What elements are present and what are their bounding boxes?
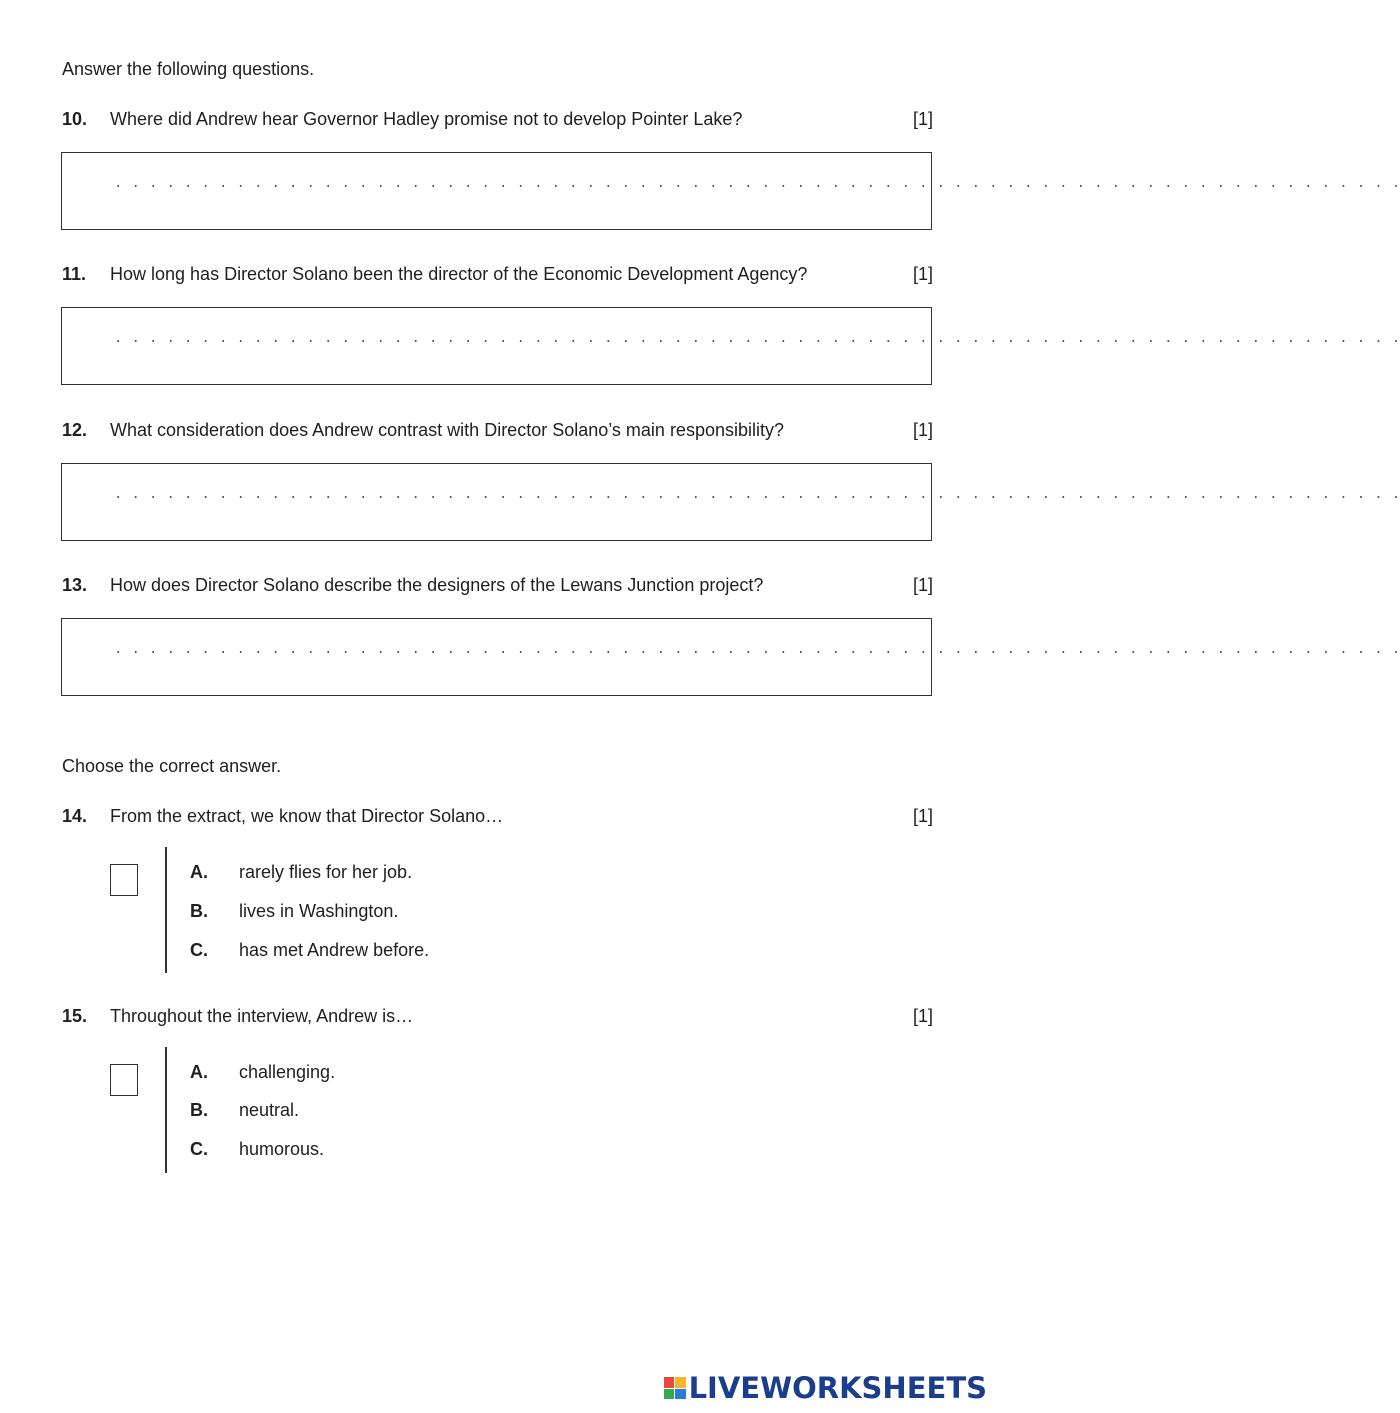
instruction-text: Answer the following questions. <box>62 59 315 79</box>
question-number: 14. <box>62 806 88 826</box>
question-mark: [1] <box>912 109 933 129</box>
answer-dots: . . . . . . . . . . . . . . . . . . . . . . . . . . . . . . . . . . . . . . . . . . . . . . . . . . . . . . . . . . . . . . . . . . . . . . . . . . <box>114 331 1400 347</box>
option-letter: C. <box>190 1139 208 1159</box>
question-text: Where did Andrew hear Governor Hadley promise not to develop Pointer Lake? <box>110 109 743 129</box>
option-letter: B. <box>190 1100 208 1120</box>
liveworksheets-logo-icon <box>664 1377 686 1399</box>
logo-text: LIVEWORKSHEETS <box>688 1371 987 1405</box>
question-mark: [1] <box>912 806 933 826</box>
question-mark: [1] <box>912 575 933 595</box>
answer-box-q12[interactable] <box>61 463 1400 541</box>
question-number: 15. <box>62 1006 88 1026</box>
question-mark: [1] <box>912 420 933 440</box>
option-text: challenging. <box>239 1062 336 1082</box>
answer-checkbox-q15[interactable] <box>110 1064 138 1096</box>
answer-dots: . . . . . . . . . . . . . . . . . . . . . . . . . . . . . . . . . . . . . . . . . . . . . . . . . . . . . . . . . . . . . . . . . . . . . . . . . . <box>114 642 1400 658</box>
answer-dots: . . . . . . . . . . . . . . . . . . . . . . . . . . . . . . . . . . . . . . . . . . . . . . . . . . . . . . . . . . . . . . . . . . . . . . . . . . <box>114 487 1400 503</box>
option-divider <box>165 847 167 973</box>
instruction-text: Choose the correct answer. <box>62 756 282 776</box>
liveworksheets-logo <box>664 1371 987 1405</box>
question-mark: [1] <box>912 1006 933 1026</box>
option-letter: A. <box>190 1062 208 1082</box>
question-number: 10. <box>62 109 88 129</box>
question-text: How long has Director Solano been the director of the Economic Development Agency? <box>110 264 808 284</box>
option-letter: A. <box>190 862 208 882</box>
option-divider <box>165 1047 167 1173</box>
question-mark: [1] <box>912 264 933 284</box>
option-text: lives in Washington. <box>239 901 399 921</box>
answer-checkbox-q14[interactable] <box>110 864 138 896</box>
answer-box-q11[interactable] <box>61 307 1400 385</box>
question-text: How does Director Solano describe the designers of the Lewans Junction project? <box>110 575 764 595</box>
option-letter: C. <box>190 940 208 960</box>
answer-dots: . . . . . . . . . . . . . . . . . . . . . . . . . . . . . . . . . . . . . . . . . . . . . . . . . . . . . . . . . . . . . . . . . . . . . . . . . . <box>114 176 1400 192</box>
option-text: rarely flies for her job. <box>239 862 413 882</box>
option-letter: B. <box>190 901 208 921</box>
question-number: 12. <box>62 420 88 440</box>
answer-box-q13[interactable] <box>61 618 1400 696</box>
question-text: From the extract, we know that Director Solano… <box>110 806 504 826</box>
option-text: has met Andrew before. <box>239 940 430 960</box>
question-number: 11. <box>62 264 87 284</box>
question-number: 13. <box>62 575 88 595</box>
question-text: What consideration does Andrew contrast with Director Solano’s main responsibility? <box>110 420 784 440</box>
option-text: humorous. <box>239 1139 325 1159</box>
option-text: neutral. <box>239 1100 300 1120</box>
question-text: Throughout the interview, Andrew is… <box>110 1006 414 1026</box>
answer-box-q10[interactable] <box>61 152 1400 230</box>
